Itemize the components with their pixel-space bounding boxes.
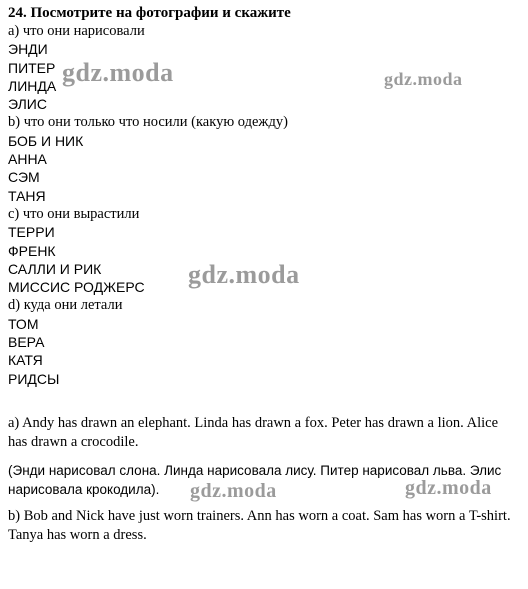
watermark: gdz.moda: [62, 58, 174, 87]
line-name: СЭМ: [8, 169, 40, 186]
line-name: ПИТЕР: [8, 59, 56, 76]
answer-b-english: b) Bob and Nick have just worn trainers. Ann has worn a coat. Sam has worn a T-shirt. Tanya has worn a dress.: [8, 508, 511, 543]
line-name: САЛЛИ И РИК: [8, 260, 102, 277]
watermark: gdz.moda: [384, 69, 463, 89]
line-name: ТАНЯ: [8, 187, 46, 204]
line-name: ТОМ: [8, 315, 39, 332]
line-prompt-c: c) что они вырастили: [8, 205, 140, 222]
line-prompt-b: b) что они только что носили (какую одежду): [8, 114, 288, 131]
line-name: РИДСЫ: [8, 370, 60, 387]
line-name: ЭНДИ: [8, 41, 48, 58]
answer-a-english: a) Andy has drawn an elephant. Linda has drawn a fox. Peter has drawn a lion. Alice has drawn a crocodile.: [8, 415, 499, 450]
watermark: gdz.moda: [405, 477, 492, 499]
line-name: ВЕРА: [8, 334, 45, 351]
line-name: ФРЕНК: [8, 242, 56, 259]
line-name: ЛИНДА: [8, 77, 57, 94]
line-name: ЭЛИС: [8, 96, 47, 113]
watermark: gdz.moda: [188, 260, 300, 289]
watermark: gdz.moda: [190, 480, 277, 502]
line-name: АННА: [8, 151, 47, 168]
line-name: КАТЯ: [8, 352, 43, 369]
line-prompt-a: a) что они нарисовали: [8, 23, 145, 39]
answer-a-russian: (Энди нарисовал слона. Линда нарисовала лису. Питер нарисовал льва. Элис нарисовала крокодила).: [8, 463, 502, 497]
line-name: МИССИС РОДЖЕРС: [8, 279, 145, 296]
line-name: БОБ И НИК: [8, 132, 84, 149]
line-prompt-d: d) куда они летали: [8, 297, 123, 314]
line-name: ТЕРРИ: [8, 224, 55, 241]
exercise-title: 24. Посмотрите на фотографии и скажите: [8, 5, 291, 21]
